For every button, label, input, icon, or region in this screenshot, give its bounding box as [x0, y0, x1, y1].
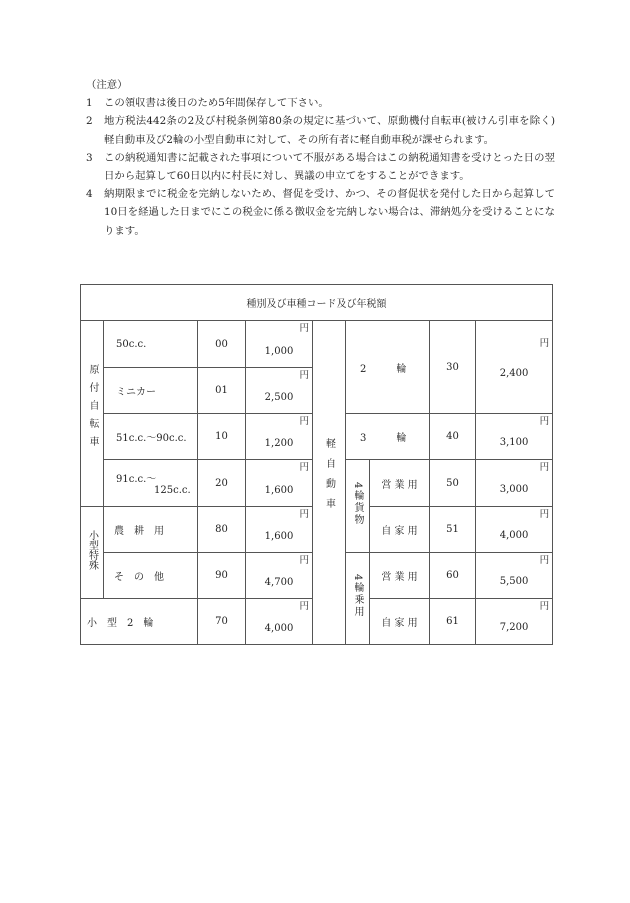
code-cell: 10 — [198, 414, 246, 460]
vehicle-class-cell: 91c.c.～ 125c.c. — [104, 460, 198, 506]
usage-cell: 自 家 用 — [370, 506, 430, 552]
yen-unit: 円 — [299, 416, 309, 428]
yen-unit: 円 — [539, 600, 550, 612]
code-cell: 50 — [430, 460, 476, 506]
vehicle-class-cell: そ の 他 — [104, 552, 198, 598]
kei-jidosha-label: 軽自動車 — [313, 321, 346, 645]
amount-cell: 円 5,500 — [476, 552, 553, 598]
code-cell: 30 — [430, 321, 476, 414]
kogata-tokushu-label: 小型特殊 — [81, 506, 104, 598]
vehicle-class-cell: 農 耕 用 — [104, 506, 198, 552]
amount-cell: 円 4,700 — [246, 552, 313, 598]
code-cell: 00 — [198, 321, 246, 368]
yen-unit: 円 — [539, 338, 550, 350]
kamotsu-label: 4輪貨物 — [346, 460, 370, 552]
yen-unit: 円 — [539, 554, 550, 566]
gentsuki-label: 原付自転車 — [81, 321, 104, 507]
code-cell: 20 — [198, 460, 246, 506]
code-cell: 01 — [198, 368, 246, 414]
joyo-label: 4輪乗用 — [346, 552, 370, 644]
note-text: この納税通知書に記載された事項について不服がある場合はこの納税通知書を受けとった日の翌日から起算して60日以内に村長に対し、異議の申立てをすることができます。 — [104, 151, 555, 183]
notes-title: （注意） — [86, 79, 128, 91]
yen-unit: 円 — [299, 370, 309, 382]
amount-cell: 円 1,600 — [246, 506, 313, 552]
amount-cell: 円 1,600 — [246, 460, 313, 506]
yen-unit: 円 — [299, 323, 309, 335]
yen-unit: 円 — [299, 462, 309, 474]
amount-cell: 円 1,000 — [246, 321, 313, 368]
vehicle-class-cell: 51c.c.～90c.c. — [104, 414, 198, 460]
note-item — [80, 149, 555, 185]
amount-cell: 円 4,000 — [246, 598, 313, 644]
note-number: 1 — [86, 97, 93, 110]
usage-cell: 営 業 用 — [370, 460, 430, 506]
notes-section — [80, 76, 555, 240]
amount-cell: 円 2,500 — [246, 368, 313, 414]
vehicle-class-cell: 小 型 2 輪 — [81, 598, 198, 644]
amount-cell: 円 3,000 — [476, 460, 553, 506]
yen-unit: 円 — [539, 462, 550, 474]
code-cell: 40 — [430, 414, 476, 460]
vehicle-class-cell: ミニカー — [104, 368, 198, 414]
note-item — [80, 112, 555, 148]
note-text: 地方税法442条の2及び村税条例第80条の規定に基づいて、原動機付自転車(被けん引車を除く)軽自動車及び2輪の小型自動車に対して、その所有者に軽自動車税が課せられます。 — [104, 115, 555, 146]
code-cell: 61 — [430, 598, 476, 644]
vehicle-class-cell: 50c.c. — [104, 321, 198, 368]
note-text: この領収書は後日のため5年間保存して下さい。 — [104, 97, 329, 110]
yen-unit: 円 — [539, 416, 550, 428]
usage-cell: 自 家 用 — [370, 598, 430, 644]
tax-rate-table — [80, 284, 553, 645]
amount-cell: 円 3,100 — [476, 414, 553, 460]
code-cell: 60 — [430, 552, 476, 598]
table-header: 種別及び車種コード及び年税額 — [81, 285, 553, 321]
note-text: 納期限までに税金を完納しないため、督促を受け、かつ、その督促状を発付した日から起算して10日を経過した日までにこの税金に係る徴収金を完納しない場合は、滞納処分を受けることになります。 — [104, 188, 555, 237]
amount-cell: 円 7,200 — [476, 598, 553, 644]
code-cell: 90 — [198, 552, 246, 598]
note-number: 4 — [86, 188, 93, 201]
note-item — [80, 94, 555, 112]
yen-unit: 円 — [299, 600, 309, 612]
amount-cell: 円 4,000 — [476, 506, 553, 552]
amount-cell: 円 2,400 — [476, 321, 553, 414]
usage-cell: 営 業 用 — [370, 552, 430, 598]
amount-cell: 円 1,200 — [246, 414, 313, 460]
note-number: 3 — [86, 151, 93, 164]
yen-unit: 円 — [299, 554, 309, 566]
yen-unit: 円 — [539, 508, 550, 520]
vehicle-class-cell: 2 輪 — [346, 321, 430, 414]
note-number: 2 — [86, 115, 93, 128]
code-cell: 51 — [430, 506, 476, 552]
vehicle-class-cell: 3 輪 — [346, 414, 430, 460]
code-cell: 70 — [198, 598, 246, 644]
note-item — [80, 185, 555, 240]
code-cell: 80 — [198, 506, 246, 552]
yen-unit: 円 — [299, 508, 309, 520]
